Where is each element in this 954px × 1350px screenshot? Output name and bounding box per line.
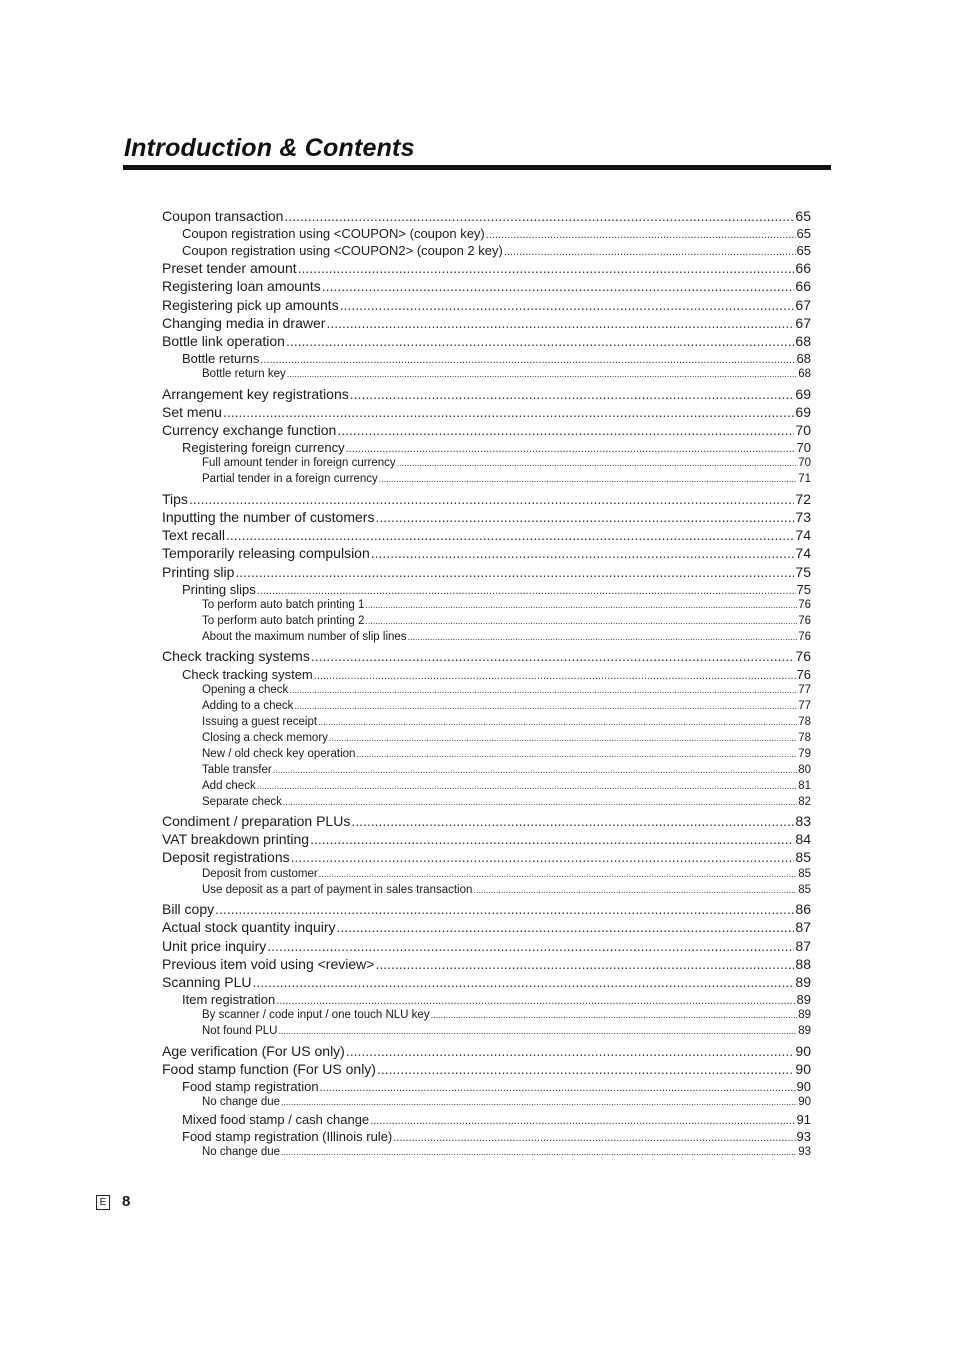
toc-entry-title: Tips [162, 490, 188, 507]
toc-entry[interactable] [162, 314, 811, 332]
dot-leader [298, 259, 795, 277]
toc-entry[interactable] [162, 526, 811, 544]
toc-entry-page: 75 [795, 563, 811, 580]
dot-leader [257, 779, 798, 794]
toc-entry-page: 76 [798, 614, 811, 627]
toc-entry-title: Previous item void using <review> [162, 955, 375, 972]
toc-entry[interactable] [162, 332, 811, 350]
toc-entry[interactable] [182, 1111, 811, 1128]
toc-entry-title: Text recall [162, 527, 226, 544]
toc-entry-title: By scanner / code input / one touch NLU key [202, 1009, 430, 1022]
dot-leader [375, 955, 794, 973]
toc-entry-page: 91 [796, 1112, 811, 1127]
toc-entry-title: Full amount tender in foreign currency [202, 457, 396, 470]
toc-entry-page: 90 [798, 1096, 811, 1108]
dot-leader [291, 848, 795, 866]
dot-leader [365, 614, 797, 629]
toc-entry[interactable] [162, 973, 811, 991]
toc-entry-page: 90 [795, 1060, 811, 1077]
toc-entry-page: 65 [796, 243, 811, 259]
page-number: 8 [122, 1193, 131, 1210]
toc-entry[interactable] [202, 747, 811, 762]
toc-entry-title: Food stamp function (For US only) [162, 1060, 376, 1077]
toc-entry-page: 77 [798, 683, 811, 696]
toc-entry-page: 82 [798, 795, 811, 808]
dot-leader [235, 563, 794, 581]
dot-leader [318, 715, 797, 730]
dot-leader [189, 490, 794, 508]
toc-entry[interactable] [162, 277, 811, 295]
dot-leader [408, 630, 798, 645]
toc-entry-page: 89 [798, 1025, 811, 1038]
toc-entry-page: 83 [795, 813, 811, 829]
toc-entry[interactable] [182, 581, 811, 598]
toc-entry[interactable] [182, 991, 811, 1008]
toc-entry-page: 70 [796, 440, 811, 456]
toc-entry-title: Food stamp registration [182, 1079, 319, 1094]
toc-entry-page: 80 [798, 763, 811, 776]
toc-entry-page: 65 [795, 208, 811, 224]
toc-entry-page: 74 [795, 527, 811, 544]
dot-leader [319, 867, 798, 882]
toc-entry-title: Adding to a check [202, 699, 294, 712]
toc-entry-page: 85 [798, 867, 811, 880]
toc-entry-title: Set menu [162, 403, 222, 420]
toc-entry-title: Bottle returns [182, 351, 260, 367]
toc-entry[interactable] [202, 883, 811, 898]
toc-entry[interactable] [202, 367, 811, 382]
toc-entry-title: Currency exchange function [162, 422, 337, 439]
toc-entry-page: 69 [795, 403, 811, 420]
dot-leader [340, 296, 795, 314]
toc-entry-title: About the maximum number of slip lines [202, 630, 407, 643]
dot-leader [267, 937, 794, 955]
toc-entry[interactable] [162, 403, 811, 421]
dot-leader [473, 883, 797, 898]
dot-leader [379, 472, 797, 487]
dot-leader [294, 699, 797, 714]
toc-entry-title: VAT breakdown printing [162, 831, 310, 848]
toc-entry-page: 85 [795, 849, 811, 866]
toc-entry-title: Table transfer [202, 763, 272, 776]
toc-entry-page: 70 [795, 422, 811, 439]
toc-entry[interactable] [162, 1060, 811, 1078]
toc-entry-page: 69 [795, 385, 811, 402]
toc-entry[interactable] [202, 779, 811, 794]
toc-entry[interactable] [162, 955, 811, 973]
toc-entry-title: Unit price inquiry [162, 937, 267, 954]
dot-leader [281, 1095, 797, 1110]
toc-entry[interactable] [202, 1008, 811, 1023]
toc-entry[interactable] [162, 296, 811, 314]
toc-entry[interactable] [162, 647, 811, 665]
toc-entry[interactable] [162, 490, 811, 508]
toc-entry-page: 65 [796, 226, 811, 242]
toc-entry-page: 76 [795, 648, 811, 665]
toc-entry-page: 74 [795, 545, 811, 562]
toc-entry-page: 87 [795, 919, 811, 936]
toc-entry-page: 85 [798, 883, 811, 896]
dot-leader [223, 403, 794, 421]
toc-entry-page: 67 [795, 314, 811, 331]
toc-entry-page: 87 [795, 937, 811, 954]
toc-entry-title: New / old check key operation [202, 747, 356, 760]
toc-entry-page: 89 [795, 973, 811, 990]
toc-entry-page: 79 [798, 747, 811, 760]
toc-entry[interactable] [202, 699, 811, 714]
page-title: Introduction & Contents [124, 134, 415, 162]
toc-entry-title: Condiment / preparation PLUs [162, 813, 351, 829]
toc-entry[interactable] [202, 614, 811, 629]
toc-entry-title: Coupon registration using <COUPON> (coupon key) [182, 226, 485, 242]
toc-entry[interactable] [202, 630, 811, 645]
dot-leader [284, 207, 794, 225]
toc-entry-page: 73 [795, 509, 811, 525]
toc-entry-title: Registering pick up amounts [162, 296, 339, 313]
toc-entry[interactable] [162, 830, 811, 848]
toc-entry-title: No change due [202, 1096, 281, 1108]
toc-entry-page: 93 [798, 1146, 811, 1158]
dot-leader [350, 385, 795, 403]
toc-entry-page: 88 [795, 955, 811, 972]
dot-leader [278, 1024, 797, 1039]
toc-entry[interactable] [202, 763, 811, 778]
toc-entry[interactable] [162, 900, 811, 918]
dot-leader [337, 421, 794, 439]
toc-entry[interactable] [182, 225, 811, 242]
toc-entry-title: To perform auto batch printing 2 [202, 614, 365, 627]
dot-leader [377, 1060, 794, 1078]
toc-entry[interactable] [162, 848, 811, 866]
toc-entry[interactable] [182, 1128, 811, 1145]
toc-entry-title: Coupon transaction [162, 208, 284, 224]
dot-leader [287, 367, 797, 382]
toc-entry[interactable] [182, 439, 811, 456]
toc-entry-page: 68 [798, 368, 811, 381]
dot-leader [431, 1008, 798, 1023]
toc-entry-page: 89 [798, 1009, 811, 1022]
toc-entry-page: 68 [796, 351, 811, 367]
toc-entry-title: Temporarily releasing compulsion [162, 545, 370, 562]
toc-entry-page: 78 [798, 731, 811, 744]
toc-entry[interactable] [182, 666, 811, 683]
toc-entry-title: Preset tender amount [162, 260, 297, 277]
dot-leader [397, 456, 798, 471]
toc-entry-title: Closing a check memory [202, 731, 328, 744]
language-mark: E [96, 1195, 110, 1210]
toc-entry-title: Not found PLU [202, 1025, 278, 1038]
toc-entry-page: 70 [798, 457, 811, 470]
toc-entry-page: 72 [795, 490, 811, 507]
toc-entry-title: Check tracking system [182, 666, 313, 682]
toc-entry-title: Inputting the number of customers [162, 509, 375, 525]
toc-entry[interactable] [202, 683, 811, 698]
dot-leader [329, 731, 797, 746]
toc-entry[interactable] [202, 867, 811, 882]
dot-leader [283, 795, 797, 810]
dot-leader [356, 747, 797, 762]
toc-entry[interactable] [162, 259, 811, 277]
toc-entry-page: 89 [796, 992, 811, 1008]
toc-entry-page: 67 [795, 296, 811, 313]
toc-entry-title: To perform auto batch printing 1 [202, 598, 365, 611]
toc-entry[interactable] [202, 1145, 811, 1160]
toc-entry-title: Coupon registration using <COUPON2> (coupon 2 key) [182, 243, 503, 259]
toc-entry-title: Use deposit as a part of payment in sales transaction [202, 883, 473, 896]
toc-entry-page: 66 [795, 278, 811, 295]
dot-leader [226, 526, 794, 544]
toc-entry-page: 75 [796, 581, 811, 597]
dot-leader [365, 598, 797, 613]
dot-leader [351, 812, 794, 830]
toc-entry-page: 68 [795, 333, 811, 349]
toc-entry-page: 76 [798, 630, 811, 643]
dot-leader [281, 1145, 797, 1160]
toc-entry-page: 78 [798, 715, 811, 728]
dot-leader [322, 277, 795, 295]
toc-entry[interactable] [182, 350, 811, 367]
toc-entry[interactable] [162, 508, 811, 526]
toc-entry[interactable] [162, 1042, 811, 1060]
toc-entry[interactable] [162, 207, 811, 225]
dot-leader [375, 508, 794, 526]
toc-entry-title: Arrangement key registrations [162, 385, 349, 402]
toc-entry[interactable] [202, 598, 811, 613]
toc-entry-title: Issuing a guest receipt [202, 715, 318, 728]
dot-leader [273, 763, 798, 778]
toc-entry-page: 81 [798, 779, 811, 792]
toc-entry[interactable] [202, 795, 811, 810]
toc-entry-title: Scanning PLU [162, 973, 252, 990]
toc-entry[interactable] [182, 242, 811, 259]
toc-entry-title: Age verification (For US only) [162, 1042, 345, 1059]
toc-entry[interactable] [162, 421, 811, 439]
toc-entry-page: 76 [798, 598, 811, 611]
dot-leader [337, 918, 795, 936]
toc-entry-page: 90 [796, 1079, 811, 1094]
toc-entry-title: Mixed food stamp / cash change [182, 1112, 370, 1127]
dot-leader [310, 830, 794, 848]
toc-entry[interactable] [202, 456, 811, 471]
toc-entry-page: 71 [798, 473, 811, 486]
toc-entry-page: 77 [798, 699, 811, 712]
toc-entry-title: Bottle link operation [162, 333, 285, 349]
toc-entry[interactable] [202, 731, 811, 746]
toc-entry-title: Partial tender in a foreign currency [202, 473, 378, 486]
toc-entry-title: Item registration [182, 992, 276, 1008]
toc-entry[interactable] [162, 563, 811, 581]
toc-entry[interactable] [202, 472, 811, 487]
dot-leader [346, 1042, 795, 1060]
dot-leader [311, 647, 795, 665]
toc-entry[interactable] [162, 918, 811, 936]
toc-entry-page: 93 [796, 1129, 811, 1144]
toc-entry[interactable] [182, 1078, 811, 1095]
toc-entry-title: Add check [202, 779, 256, 792]
toc-entry-title: Printing slip [162, 563, 235, 580]
toc-entry[interactable] [162, 812, 811, 830]
toc-entry[interactable] [202, 1095, 811, 1110]
toc-entry-title: Bill copy [162, 901, 215, 918]
dot-leader [253, 973, 795, 991]
toc-entry-title: Registering loan amounts [162, 278, 321, 295]
toc-entry-title: Deposit from customer [202, 867, 318, 880]
toc-entry[interactable] [162, 385, 811, 403]
toc-entry-title: Actual stock quantity inquiry [162, 919, 336, 936]
toc-entry-title: Opening a check [202, 683, 289, 696]
toc-entry-page: 84 [795, 831, 811, 848]
dot-leader [289, 683, 797, 698]
dot-leader [215, 900, 794, 918]
toc-entry-title: Registering foreign currency [182, 440, 345, 456]
toc-entry-title: Bottle return key [202, 368, 286, 381]
toc-entry-title: Printing slips [182, 581, 256, 597]
toc-entry-title: Check tracking systems [162, 648, 310, 665]
toc-entry[interactable] [162, 544, 811, 562]
dot-leader [371, 544, 795, 562]
toc-entry-page: 66 [795, 260, 811, 277]
dot-leader [286, 332, 794, 350]
dot-leader [326, 314, 794, 332]
toc-entry-page: 90 [795, 1042, 811, 1059]
toc-entry[interactable] [202, 1024, 811, 1039]
toc-entry-title: Separate check [202, 795, 282, 808]
toc-entry-title: Food stamp registration (Illinois rule) [182, 1129, 393, 1144]
toc-entry-title: Deposit registrations [162, 849, 290, 866]
toc-entry-title: No change due [202, 1146, 281, 1158]
toc-entry-title: Changing media in drawer [162, 314, 326, 331]
toc-entry-page: 76 [796, 666, 811, 682]
toc-entry[interactable] [202, 715, 811, 730]
toc-entry-page: 86 [795, 901, 811, 918]
toc-entry[interactable] [162, 937, 811, 955]
